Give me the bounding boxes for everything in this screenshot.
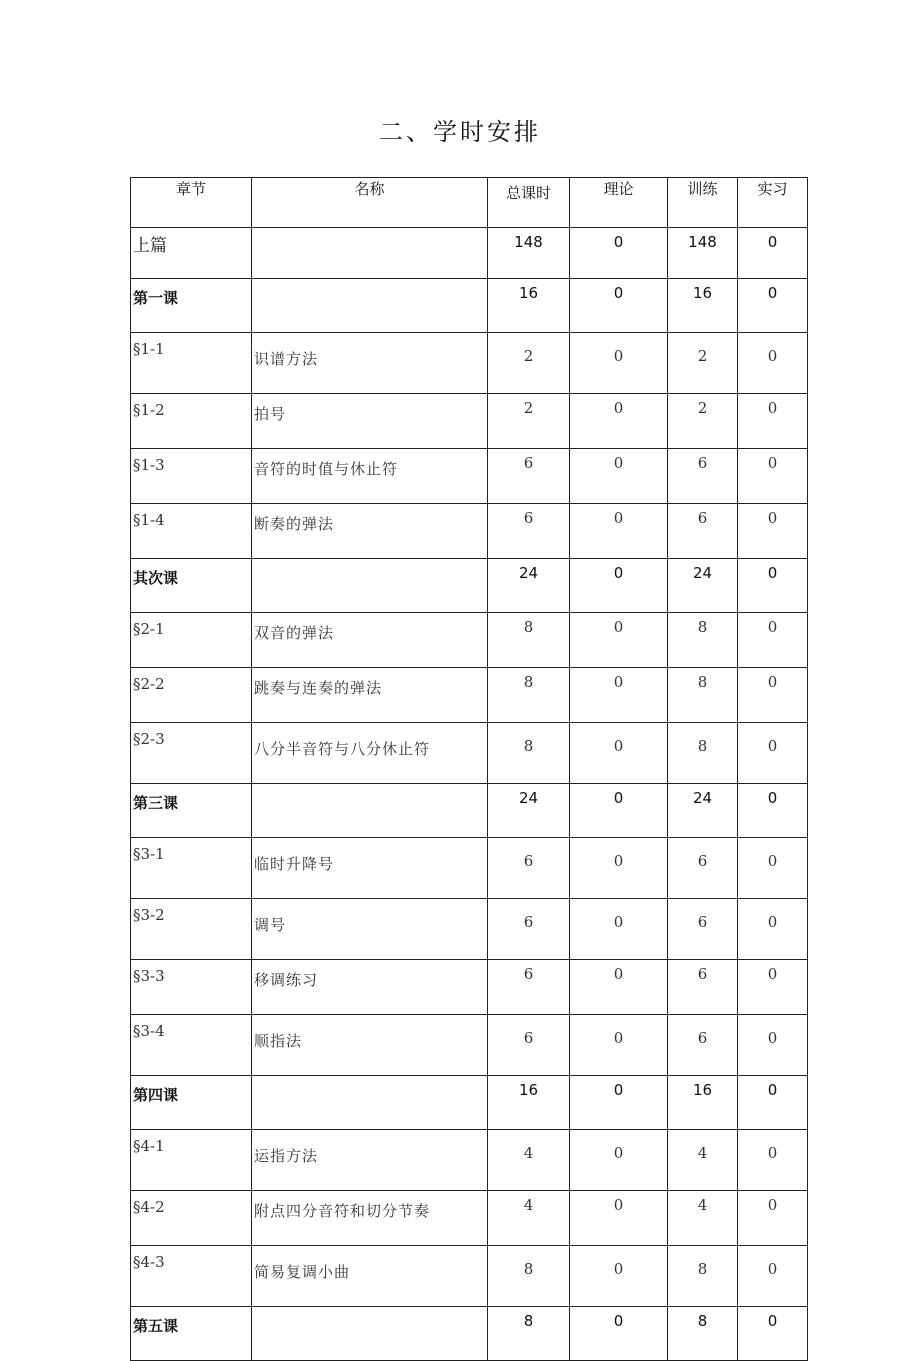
theory-cell: 0	[570, 279, 668, 333]
total-cell: 4	[488, 1130, 570, 1191]
name-cell	[252, 1307, 488, 1361]
table-row	[131, 1191, 808, 1246]
practice-cell: 0	[738, 668, 808, 723]
theory-cell: 0	[570, 1015, 668, 1076]
name-cell: 断奏的弹法	[252, 504, 488, 559]
practice-cell: 0	[738, 1307, 808, 1361]
chapter-cell: §4-2	[131, 1191, 252, 1246]
training-cell: 8	[668, 1246, 738, 1307]
training-cell: 6	[668, 960, 738, 1015]
practice-cell: 0	[738, 394, 808, 449]
table-row	[131, 1015, 808, 1076]
training-cell: 2	[668, 333, 738, 394]
practice-cell: 0	[738, 504, 808, 559]
practice-cell: 0	[738, 279, 808, 333]
name-cell: 调号	[252, 899, 488, 960]
name-cell: 临时升降号	[252, 838, 488, 899]
total-cell: 16	[488, 279, 570, 333]
chapter-cell: §2-3	[131, 723, 252, 784]
theory-cell: 0	[570, 1246, 668, 1307]
total-cell: 16	[488, 1076, 570, 1130]
table-row	[131, 279, 808, 333]
practice-cell: 0	[738, 838, 808, 899]
theory-cell: 0	[570, 559, 668, 613]
theory-cell: 0	[570, 784, 668, 838]
schedule-table	[130, 177, 808, 1361]
training-cell: 2	[668, 394, 738, 449]
total-cell: 8	[488, 613, 570, 668]
total-cell: 6	[488, 899, 570, 960]
name-cell: 拍号	[252, 394, 488, 449]
theory-cell: 0	[570, 723, 668, 784]
theory-cell: 0	[570, 1130, 668, 1191]
theory-cell: 0	[570, 668, 668, 723]
training-cell: 24	[668, 559, 738, 613]
practice-cell: 0	[738, 723, 808, 784]
name-cell	[252, 1076, 488, 1130]
theory-cell: 0	[570, 504, 668, 559]
theory-cell: 0	[570, 394, 668, 449]
training-cell: 8	[668, 723, 738, 784]
practice-cell: 0	[738, 1246, 808, 1307]
table-row	[131, 960, 808, 1015]
training-cell: 8	[668, 1307, 738, 1361]
name-cell: 运指方法	[252, 1130, 488, 1191]
total-cell: 24	[488, 784, 570, 838]
theory-cell: 0	[570, 899, 668, 960]
chapter-cell: §3-3	[131, 960, 252, 1015]
name-cell: 八分半音符与八分休止符	[252, 723, 488, 784]
chapter-cell: §3-2	[131, 899, 252, 960]
chapter-cell: §1-1	[131, 333, 252, 394]
chapter-cell: 第五课	[131, 1307, 252, 1361]
theory-cell: 0	[570, 449, 668, 504]
total-cell: 2	[488, 333, 570, 394]
name-cell: 移调练习	[252, 960, 488, 1015]
practice-cell: 0	[738, 228, 808, 279]
table-row	[131, 668, 808, 723]
name-cell	[252, 559, 488, 613]
chapter-cell: 其次课	[131, 559, 252, 613]
total-cell: 6	[488, 960, 570, 1015]
theory-cell: 0	[570, 960, 668, 1015]
total-cell: 6	[488, 838, 570, 899]
header-theory: 理论	[570, 178, 668, 228]
total-cell: 6	[488, 1015, 570, 1076]
table-row	[131, 504, 808, 559]
table-row	[131, 784, 808, 838]
total-cell: 24	[488, 559, 570, 613]
training-cell: 6	[668, 838, 738, 899]
practice-cell: 0	[738, 613, 808, 668]
chapter-cell: 第四课	[131, 1076, 252, 1130]
table-row	[131, 1076, 808, 1130]
table-row	[131, 559, 808, 613]
table-row	[131, 613, 808, 668]
name-cell: 顺指法	[252, 1015, 488, 1076]
practice-cell: 0	[738, 1015, 808, 1076]
header-name: 名称	[252, 178, 488, 228]
training-cell: 8	[668, 613, 738, 668]
theory-cell: 0	[570, 1307, 668, 1361]
total-cell: 6	[488, 449, 570, 504]
chapter-cell: 第一课	[131, 279, 252, 333]
table-row	[131, 1307, 808, 1361]
practice-cell: 0	[738, 960, 808, 1015]
name-cell: 双音的弹法	[252, 613, 488, 668]
name-cell: 识谱方法	[252, 333, 488, 394]
theory-cell: 0	[570, 1076, 668, 1130]
table-row	[131, 838, 808, 899]
practice-cell: 0	[738, 1130, 808, 1191]
table-row	[131, 899, 808, 960]
total-cell: 8	[488, 1307, 570, 1361]
chapter-cell: §4-1	[131, 1130, 252, 1191]
practice-cell: 0	[738, 784, 808, 838]
training-cell: 16	[668, 279, 738, 333]
chapter-cell: §1-2	[131, 394, 252, 449]
total-cell: 8	[488, 1246, 570, 1307]
header-chapter: 章节	[131, 178, 252, 228]
table-header-row	[131, 178, 808, 228]
total-cell: 2	[488, 394, 570, 449]
name-cell: 简易复调小曲	[252, 1246, 488, 1307]
table-row	[131, 1130, 808, 1191]
practice-cell: 0	[738, 1191, 808, 1246]
header-total-hours: 总课时	[488, 178, 570, 228]
theory-cell: 0	[570, 333, 668, 394]
chapter-cell: 第三课	[131, 784, 252, 838]
training-cell: 4	[668, 1130, 738, 1191]
chapter-cell: §3-1	[131, 838, 252, 899]
chapter-cell: §1-3	[131, 449, 252, 504]
name-cell	[252, 279, 488, 333]
practice-cell: 0	[738, 449, 808, 504]
practice-cell: 0	[738, 333, 808, 394]
header-training: 训练	[668, 178, 738, 228]
name-cell	[252, 784, 488, 838]
training-cell: 4	[668, 1191, 738, 1246]
chapter-cell: §4-3	[131, 1246, 252, 1307]
training-cell: 16	[668, 1076, 738, 1130]
practice-cell: 0	[738, 559, 808, 613]
page-title: 二、学时安排	[379, 118, 541, 146]
chapter-cell: §3-4	[131, 1015, 252, 1076]
total-cell: 8	[488, 668, 570, 723]
chapter-cell: §1-4	[131, 504, 252, 559]
chapter-cell: §2-1	[131, 613, 252, 668]
theory-cell: 0	[570, 1191, 668, 1246]
total-cell: 4	[488, 1191, 570, 1246]
header-practice: 实习	[738, 178, 808, 228]
training-cell: 8	[668, 668, 738, 723]
total-cell: 8	[488, 723, 570, 784]
name-cell	[252, 228, 488, 279]
training-cell: 24	[668, 784, 738, 838]
theory-cell: 0	[570, 228, 668, 279]
table-row	[131, 228, 808, 279]
name-cell: 音符的时值与休止符	[252, 449, 488, 504]
table-row	[131, 723, 808, 784]
training-cell: 6	[668, 899, 738, 960]
training-cell: 6	[668, 1015, 738, 1076]
theory-cell: 0	[570, 838, 668, 899]
name-cell: 跳奏与连奏的弹法	[252, 668, 488, 723]
practice-cell: 0	[738, 899, 808, 960]
table-row	[131, 449, 808, 504]
chapter-cell: §2-2	[131, 668, 252, 723]
training-cell: 6	[668, 504, 738, 559]
table-row	[131, 1246, 808, 1307]
theory-cell: 0	[570, 613, 668, 668]
table-row	[131, 333, 808, 394]
name-cell: 附点四分音符和切分节奏	[252, 1191, 488, 1246]
training-cell: 148	[668, 228, 738, 279]
practice-cell: 0	[738, 1076, 808, 1130]
total-cell: 148	[488, 228, 570, 279]
training-cell: 6	[668, 449, 738, 504]
total-cell: 6	[488, 504, 570, 559]
chapter-cell: 上篇	[131, 228, 252, 279]
table-row	[131, 394, 808, 449]
